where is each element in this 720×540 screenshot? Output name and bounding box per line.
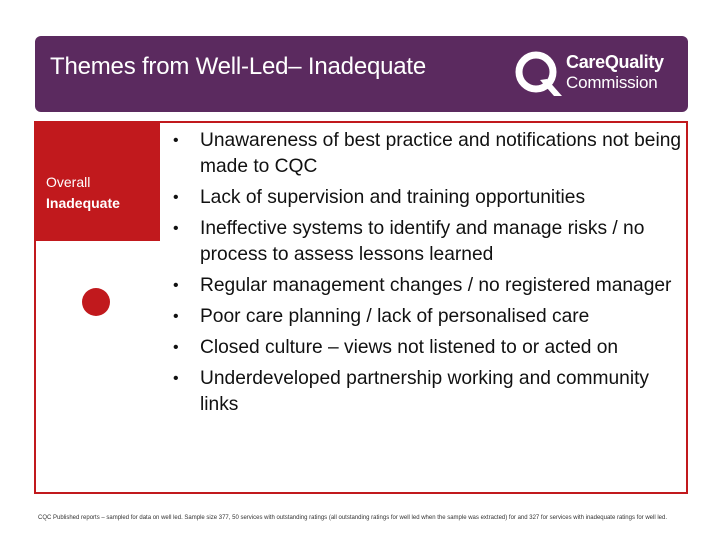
list-item: • Lack of supervision and training opportunities	[166, 185, 686, 211]
list-item: • Regular management changes / no registered manager	[166, 273, 686, 299]
rating-label: Overall	[46, 174, 91, 190]
page-title: Themes from Well-Led– Inadequate	[50, 53, 427, 80]
list-item: • Ineffective systems to identify and manage risks / no process to assess lessons learned	[166, 216, 686, 268]
rating-value: Inadequate	[46, 195, 120, 211]
overall-rating-badge	[34, 121, 160, 241]
list-item: • Unawareness of best practice and notifications not being made to CQC	[166, 128, 686, 180]
list-item: • Closed culture – views not listened to or acted on	[166, 335, 686, 361]
source-footnote: CQC Published reports – sampled for data on well led. Sample size 377, 50 services with outstanding ratings (all outstanding ratings for well led when the sample was extracted) for and 327 for services with inadequate ratings for well led.	[38, 515, 667, 521]
cqc-q-icon	[513, 49, 565, 99]
cqc-logo	[513, 49, 683, 99]
rating-indicator-dot	[82, 288, 110, 316]
themes-list	[166, 128, 686, 423]
logo-text-carequality: CareQuality	[566, 52, 664, 72]
list-item: • Poor care planning / lack of personalised care	[166, 304, 686, 330]
logo-text-commission: Commission	[566, 73, 658, 92]
list-item: • Underdeveloped partnership working and community links	[166, 366, 686, 418]
header-banner	[35, 36, 688, 112]
